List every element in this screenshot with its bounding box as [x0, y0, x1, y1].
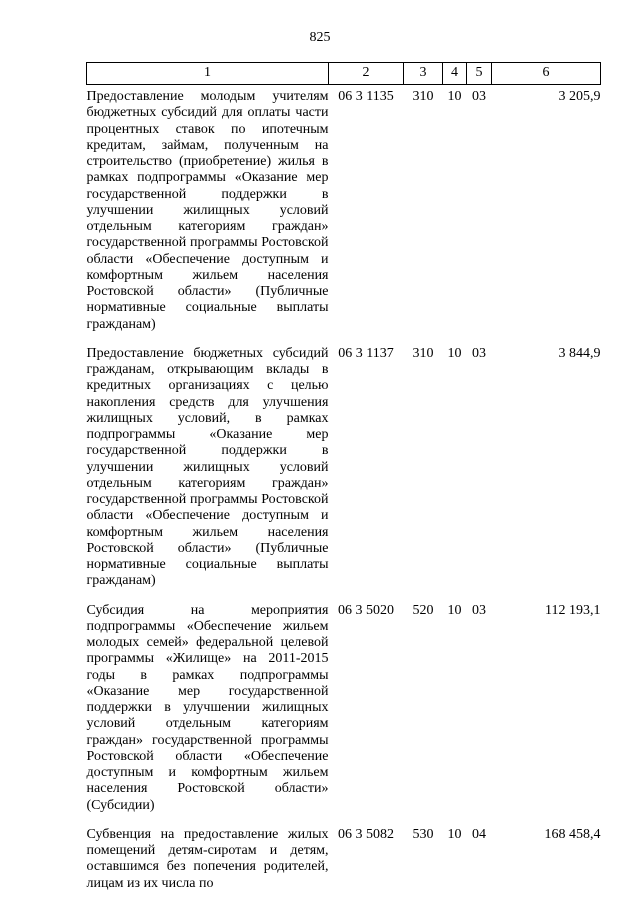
row-subsection: 04 [472, 826, 486, 842]
header-col-1: 1 [87, 63, 329, 85]
row-target-code: 06 3 5082 [338, 826, 394, 842]
row-amount: 3 844,9 [558, 345, 601, 361]
row-target-code: 06 3 1137 [338, 345, 394, 361]
row-section: 10 [447, 826, 462, 842]
row-expense-type: 310 [412, 345, 434, 361]
header-col-4: 4 [443, 63, 467, 85]
table-row [87, 599, 601, 823]
header-col-5: 5 [467, 63, 492, 85]
row-name: Предоставление молодым учителям бюджетных субсидий для оплаты части процентных ставок по ипотечным кредитам, займам, полученным на строительство (приобретение) жилья в рамках подпрограммы «Оказание мер государственной поддержки в улучшении жилищных условий отдельным категориям граждан» государственной программы Ростовской области «Обеспечение доступным и комфортным жильем населения Ростовской области» (Публичные нормативные социальные выплаты гражданам) [86, 89, 329, 332]
header-col-6: 6 [492, 63, 601, 85]
table-row [87, 85, 601, 342]
row-expense-type: 310 [412, 89, 434, 104]
header-col-2: 2 [329, 63, 404, 85]
row-target-code: 06 3 5020 [338, 602, 394, 618]
row-name: Субсидия на мероприятия подпрограммы «Обеспечение жильем молодых семей» федеральной целевой программы «Жилище» на 2011-2015 годы в рамках подпрограммы «Оказание мер государственной поддержки в улучшении жилищных условий отдельным категориям граждан» государственной программы Ростовской области «Обеспечение доступным и комфортным жильем населения Ростовской области» (Субсидии) [86, 602, 329, 813]
budget-table [86, 62, 601, 901]
table-row [87, 342, 601, 599]
row-expense-type: 520 [412, 602, 434, 618]
row-amount: 3 205,9 [558, 89, 601, 104]
row-section: 10 [447, 89, 462, 104]
row-amount: 168 458,4 [544, 826, 601, 842]
page-number: 825 [309, 30, 331, 45]
row-section: 10 [447, 602, 462, 618]
table-header-row [87, 63, 601, 85]
row-subsection: 03 [472, 345, 486, 361]
header-col-3: 3 [404, 63, 443, 85]
row-subsection: 03 [472, 89, 486, 104]
row-name: Субвенция на предоставление жилых помещений детям-сиротам и детям, оставшимся без попечения родителей, лицам из их числа по [86, 826, 329, 891]
row-section: 10 [447, 345, 462, 361]
row-subsection: 03 [472, 602, 486, 618]
row-amount: 112 193,1 [545, 602, 601, 618]
row-target-code: 06 3 1135 [338, 89, 394, 104]
row-name: Предоставление бюджетных субсидий гражданам, открывающим вклады в кредитных организациях с целью накопления средств для улучшения жилищных условий, в рамках подпрограммы «Оказание мер государственной поддержки в улучшении жилищных условий отдельным категориям граждан» государственной программы Ростовской области «Обеспечение доступным и комфортным жильем населения Ростовской области» (Публичные нормативные социальные выплаты гражданам) [86, 345, 329, 589]
table-row [87, 823, 601, 901]
row-expense-type: 530 [412, 826, 434, 842]
